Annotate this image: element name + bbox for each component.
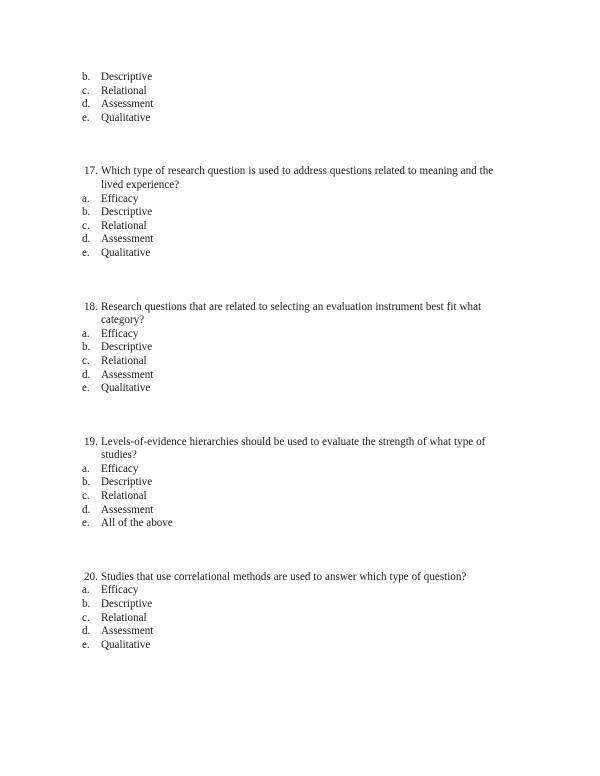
answer-option-letter: a. [82, 327, 90, 340]
answer-option-letter: c. [82, 219, 90, 232]
answer-option-letter: a. [82, 462, 90, 475]
question-stem [0, 436, 600, 463]
answer-option-letter: b. [82, 206, 91, 219]
question-number: 17. [84, 165, 98, 178]
answer-option[interactable] [0, 220, 600, 234]
answer-option[interactable] [0, 504, 600, 518]
answer-option-letter: b. [82, 71, 91, 83]
question-text: Levels-of-evidence hierarchies should be used to evaluate the strength of what type of studies? [101, 435, 486, 462]
answer-option-letter: a. [82, 192, 90, 205]
question-stem [0, 301, 600, 328]
answer-option-letter: c. [82, 611, 90, 624]
answer-option-letter: e. [82, 517, 90, 530]
answer-option[interactable] [0, 612, 600, 626]
question-number: 18. [84, 300, 98, 313]
answer-option-letter: c. [82, 490, 90, 503]
answer-option[interactable] [0, 584, 600, 598]
answer-option[interactable] [0, 639, 600, 653]
answer-option-list [0, 71, 600, 125]
answer-option-letter: c. [82, 84, 90, 97]
answer-option-letter: d. [82, 233, 91, 246]
answer-option-list [0, 328, 600, 396]
question-stem [0, 571, 600, 585]
question-number: 20. [84, 570, 98, 583]
answer-option-label: Relational [101, 354, 147, 367]
answer-option-letter: d. [82, 503, 91, 516]
answer-option-label: Efficacy [101, 584, 139, 597]
answer-option[interactable] [0, 625, 600, 639]
answer-option-letter: e. [82, 638, 90, 651]
question-text: Which type of research question is used to address questions related to meaning and the lived experience? [101, 165, 494, 191]
answer-option[interactable] [0, 247, 600, 261]
question-block [0, 165, 600, 260]
question-text: Research questions that are related to selecting an evaluation instrument best fit what category? [101, 300, 482, 327]
question-block [0, 436, 600, 531]
question-block [0, 301, 600, 396]
answer-option-letter: e. [82, 382, 90, 395]
answer-option-letter: b. [82, 598, 91, 611]
answer-option[interactable] [0, 490, 600, 504]
answer-option-label: Descriptive [101, 71, 153, 83]
answer-option[interactable] [0, 193, 600, 207]
answer-option-list [0, 584, 600, 652]
answer-option-letter: d. [82, 625, 91, 638]
answer-option-label: Relational [101, 611, 147, 624]
answer-option-letter: c. [82, 354, 90, 367]
question-block [0, 571, 600, 653]
answer-option[interactable] [0, 382, 600, 396]
answer-option[interactable] [0, 98, 600, 112]
answer-option[interactable] [0, 85, 600, 99]
answer-option-label: Relational [101, 219, 147, 232]
answer-option-letter: a. [82, 584, 90, 597]
answer-option-letter: d. [82, 98, 91, 111]
answer-option-label: Relational [101, 490, 147, 503]
answer-option-list [0, 193, 600, 261]
answer-option-label: Qualitative [101, 382, 151, 395]
answer-option[interactable] [0, 206, 600, 220]
question-text: Studies that use correlational methods are used to answer which type of question? [101, 570, 467, 583]
answer-option-label: Qualitative [101, 246, 151, 259]
answer-option-label: Qualitative [101, 111, 151, 124]
answer-option-label: Assessment [101, 503, 154, 516]
answer-option[interactable] [0, 369, 600, 383]
answer-option[interactable] [0, 233, 600, 247]
answer-option-label: Efficacy [101, 327, 139, 340]
answer-option-list [0, 463, 600, 531]
answer-option-letter: b. [82, 476, 91, 489]
options-continuation-block [0, 0, 600, 125]
answer-option[interactable] [0, 517, 600, 531]
answer-option-label: Assessment [101, 368, 154, 381]
answer-option[interactable] [0, 328, 600, 342]
question-stem [0, 165, 600, 192]
answer-option-label: Qualitative [101, 638, 151, 651]
answer-option-letter: d. [82, 368, 91, 381]
answer-option-label: Efficacy [101, 192, 139, 205]
answer-option[interactable] [0, 355, 600, 369]
answer-option-label: Assessment [101, 233, 154, 246]
answer-option-label: Assessment [101, 625, 154, 638]
answer-option-label: Descriptive [101, 341, 153, 354]
answer-option-label: Relational [101, 84, 147, 97]
answer-option[interactable] [0, 598, 600, 612]
answer-option-label: Assessment [101, 98, 154, 111]
answer-option-letter: e. [82, 111, 90, 124]
answer-option-letter: e. [82, 246, 90, 259]
answer-option[interactable] [0, 476, 600, 490]
answer-option[interactable] [0, 112, 600, 126]
answer-option-label: Descriptive [101, 598, 153, 611]
answer-option[interactable] [0, 71, 600, 85]
answer-option-label: All of the above [101, 517, 173, 530]
question-number: 19. [84, 435, 98, 448]
answer-option-letter: b. [82, 341, 91, 354]
answer-option[interactable] [0, 463, 600, 477]
answer-option-label: Efficacy [101, 462, 139, 475]
answer-option[interactable] [0, 341, 600, 355]
answer-option-label: Descriptive [101, 476, 153, 489]
answer-option-label: Descriptive [101, 206, 153, 219]
